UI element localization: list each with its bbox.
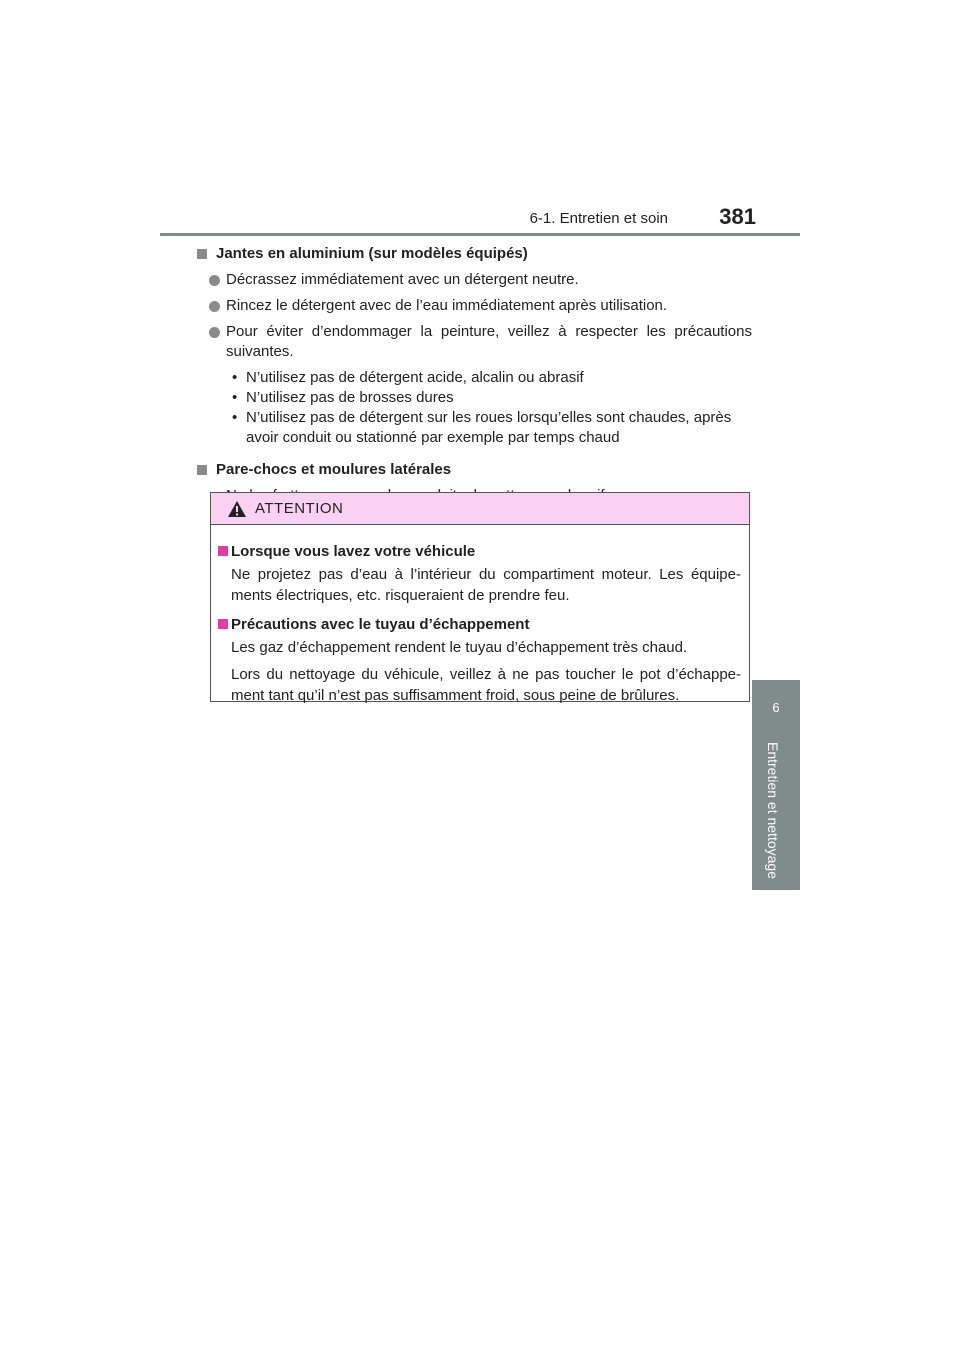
sub-list-item: • N’utilisez pas de détergent acide, alcalin ou abrasif bbox=[232, 369, 584, 386]
attention-body bbox=[211, 525, 749, 706]
warning-icon bbox=[227, 500, 247, 518]
attention-heading-text: Précautions avec le tuyau d’échappement bbox=[231, 616, 530, 633]
page-number: 381 bbox=[719, 204, 756, 229]
sub-list-item-text: N’utilisez pas de brosses dures bbox=[246, 389, 454, 406]
sub-list-item: • N’utilisez pas de brosses dures bbox=[232, 389, 454, 406]
section-title: 6-1. Entretien et soin bbox=[529, 210, 668, 227]
attention-header bbox=[211, 493, 749, 525]
list-item-text: Décrassez immédiatement avec un détergent neutre. bbox=[226, 271, 579, 288]
attention-item-heading bbox=[217, 541, 741, 562]
circle-bullet-icon bbox=[209, 301, 220, 312]
attention-paragraph: Les gaz d’échappement rendent le tuyau d’échappement très chaud. bbox=[231, 639, 688, 656]
attention-paragraph: Lors du nettoyage du véhicule, veillez à ne pas toucher le pot d’échappe-ment tant qu’il n’est pas suffisamment froid, sous peine de brûlures. bbox=[231, 666, 741, 704]
header-rule bbox=[160, 233, 800, 236]
wheels-heading-text: Jantes en aluminium (sur modèles équipés) bbox=[216, 245, 528, 262]
attention-paragraph: Ne projetez pas d’eau à l’intérieur du compartiment moteur. Les équipe-ments électriques, etc. risqueraient de prendre feu. bbox=[231, 566, 741, 604]
list-item-text: Rincez le détergent avec de l’eau immédiatement après utilisation. bbox=[226, 297, 668, 314]
square-bullet-icon bbox=[197, 465, 207, 475]
square-bullet-icon bbox=[218, 619, 228, 629]
list-item bbox=[196, 296, 752, 316]
sub-list-item: • N’utilisez pas de détergent sur les roues lorsqu’elles sont chaudes, après avoir conduit ou stationné par exemple par temps chaud bbox=[232, 409, 732, 446]
chapter-label: Entretien et nettoyage bbox=[765, 742, 781, 879]
square-bullet-icon bbox=[197, 249, 207, 259]
circle-bullet-icon bbox=[209, 275, 220, 286]
sub-list-item-text: N’utilisez pas de détergent acide, alcalin ou abrasif bbox=[246, 369, 584, 386]
sub-list bbox=[226, 368, 752, 448]
sub-list-item-text: N’utilisez pas de détergent sur les roues lorsqu’elles sont chaudes, après avoir conduit ou stationné par exemple par temps chaud bbox=[246, 409, 732, 446]
attention-heading-text: Lorsque vous lavez votre véhicule bbox=[231, 543, 476, 560]
chapter-number: 6 bbox=[772, 700, 780, 715]
attention-box bbox=[210, 492, 750, 702]
attention-title: ATTENTION bbox=[255, 500, 344, 517]
chapter-tab bbox=[752, 680, 800, 890]
bumpers-heading-text: Pare-chocs et moulures latérales bbox=[216, 461, 452, 478]
main-content bbox=[196, 244, 752, 506]
list-item-text: Pour éviter d’endommager la peinture, veillez à respecter les précautions suivantes. bbox=[226, 323, 752, 360]
circle-bullet-icon bbox=[209, 327, 220, 338]
square-bullet-icon bbox=[218, 546, 228, 556]
list-item bbox=[196, 270, 752, 290]
bumpers-heading bbox=[196, 460, 752, 480]
attention-item-heading bbox=[217, 614, 741, 635]
list-item bbox=[196, 322, 752, 362]
page-header bbox=[160, 200, 800, 236]
wheels-heading bbox=[196, 244, 752, 264]
